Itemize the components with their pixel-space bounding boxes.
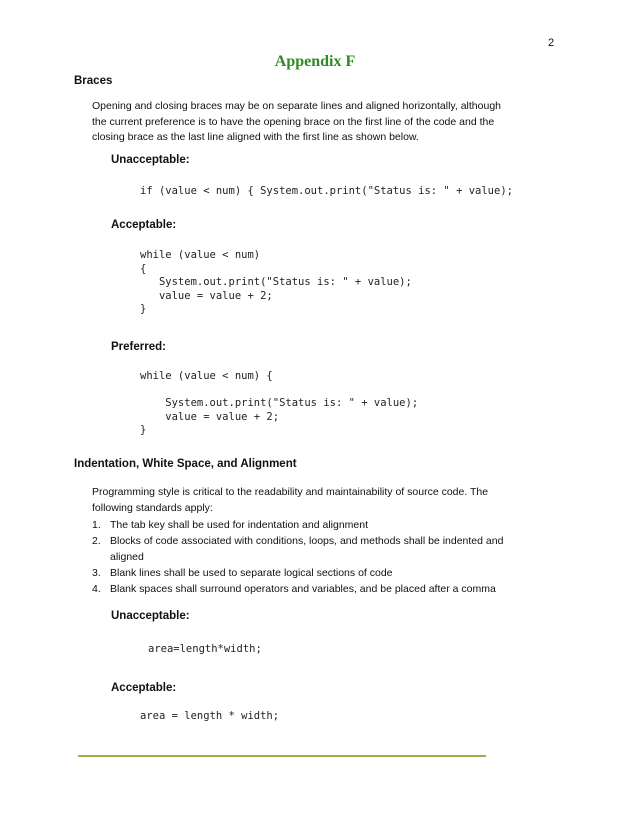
paragraph-line: following standards apply: <box>92 502 213 514</box>
list-item <box>92 565 512 581</box>
code-line: value = value + 2; <box>140 410 280 423</box>
section-heading-braces: Braces <box>74 75 113 87</box>
indentation-paragraph <box>92 484 512 516</box>
paragraph-line: closing brace as the last line aligned with the first line as shown below. <box>92 131 419 143</box>
list-item-number: 2. <box>92 535 101 547</box>
code-line: } <box>140 303 147 316</box>
paragraph-line: Opening and closing braces may be on separate lines and aligned horizontally, although <box>92 100 501 112</box>
braces-paragraph <box>92 99 512 146</box>
braces-acceptable-code <box>140 249 412 317</box>
footer-rule <box>78 755 486 757</box>
braces-acceptable-label: Acceptable: <box>111 219 177 231</box>
list-item-number: 4. <box>92 583 101 595</box>
code-line: } <box>140 424 147 437</box>
list-item <box>92 533 512 565</box>
code-line: while (value < num) { <box>140 370 273 382</box>
braces-preferred-code <box>140 370 418 438</box>
page-title: Appendix F <box>274 53 356 70</box>
code-line: System.out.print("Status is: " + value); <box>140 276 412 289</box>
indentation-unacceptable-label: Unacceptable: <box>111 610 190 622</box>
list-item-text: Blank lines shall be used to separate logical sections of code <box>110 567 393 579</box>
section-heading-indentation: Indentation, White Space, and Alignment <box>74 458 297 470</box>
paragraph-line: the current preference is to have the opening brace on the first line of the code and the <box>92 115 495 128</box>
code-line: while (value < num) <box>140 249 261 261</box>
code-line: System.out.print("Status is: " + value); <box>140 397 419 410</box>
indentation-acceptable-label: Acceptable: <box>111 682 177 694</box>
list-item-text: Blank spaces shall surround operators and variables, and be placed after a comma <box>110 583 496 595</box>
list-item-text: The tab key shall be used for indentation and alignment <box>110 519 369 531</box>
list-item-text: aligned <box>110 551 144 563</box>
page-number: 2 <box>548 37 555 49</box>
indentation-unacceptable-code: area=length*width; <box>148 643 262 655</box>
list-item <box>92 517 512 533</box>
braces-preferred-label: Preferred: <box>111 341 166 353</box>
indentation-acceptable-code: area = length * width; <box>140 710 280 722</box>
standards-list <box>92 517 512 597</box>
list-item <box>92 581 512 597</box>
code-line <box>140 384 418 398</box>
braces-unacceptable-code: if (value < num) { System.out.print("Status is: " + value); <box>140 185 513 197</box>
paragraph-line: Programming style is critical to the readability and maintainability of source code. The <box>92 486 489 498</box>
list-item-number: 1. <box>92 519 101 531</box>
list-item-number: 3. <box>92 567 101 579</box>
code-line: value = value + 2; <box>140 289 273 302</box>
code-line: { <box>140 262 147 275</box>
braces-unacceptable-label: Unacceptable: <box>111 154 190 166</box>
list-item-text: Blocks of code associated with conditions, loops, and methods shall be indented and <box>110 535 504 547</box>
